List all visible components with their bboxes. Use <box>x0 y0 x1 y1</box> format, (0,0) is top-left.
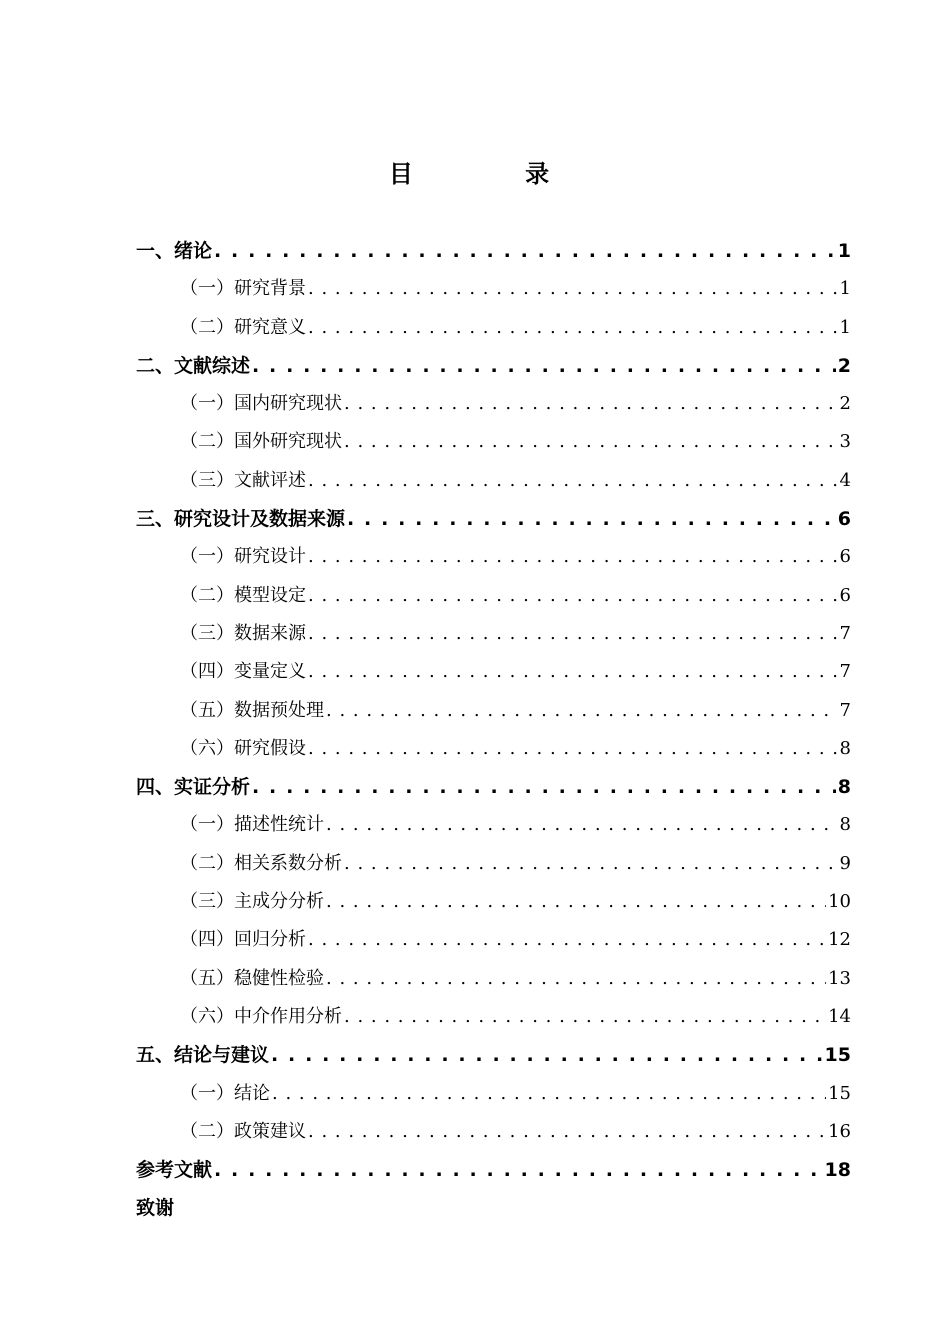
toc-entry-label: （四）变量定义 <box>180 661 306 683</box>
toc-page-number: 8 <box>839 737 851 759</box>
toc-page-number: 14 <box>828 1005 851 1027</box>
toc-list <box>136 232 851 1228</box>
toc-entry-label: （一）国内研究现状 <box>180 393 342 415</box>
toc-entry-label: （一）描述性统计 <box>180 814 324 836</box>
toc-section-entry[interactable] <box>136 998 851 1036</box>
toc-entry-label: （一）研究设计 <box>180 546 306 568</box>
toc-chapter-entry[interactable] <box>136 500 851 538</box>
toc-page-number: 15 <box>828 1082 851 1104</box>
toc-entry-label: （二）模型设定 <box>180 584 306 606</box>
toc-dot-leader <box>308 309 838 347</box>
toc-page-number: 1 <box>839 278 851 300</box>
toc-dot-leader <box>344 998 826 1036</box>
toc-section-entry[interactable] <box>136 1075 851 1113</box>
toc-chapter-entry[interactable] <box>136 232 851 270</box>
toc-section-entry[interactable] <box>136 309 851 347</box>
toc-entry-label: （六）研究假设 <box>180 737 306 759</box>
toc-dot-leader <box>308 730 838 768</box>
toc-entry-label: （三）数据来源 <box>180 622 306 644</box>
toc-entry-label: 参考文献 <box>136 1159 213 1182</box>
toc-section-entry[interactable] <box>136 921 851 959</box>
toc-section-entry[interactable] <box>136 653 851 691</box>
toc-dot-leader <box>214 232 836 270</box>
toc-dot-leader <box>308 653 838 691</box>
toc-chapter-entry[interactable] <box>136 768 851 806</box>
toc-entry-label: （六）中介作用分析 <box>180 1005 342 1027</box>
toc-title: 目 录 <box>388 160 602 188</box>
toc-dot-leader <box>347 500 836 538</box>
toc-dot-leader <box>308 615 838 653</box>
toc-entry-label: 四、实证分析 <box>136 776 251 799</box>
toc-dot-leader <box>326 806 838 844</box>
toc-chapter-entry[interactable] <box>136 1036 851 1074</box>
toc-entry-label: （三）主成分分析 <box>180 891 324 913</box>
toc-page-number: 12 <box>828 929 851 951</box>
toc-dot-leader <box>344 423 838 461</box>
toc-dot-leader <box>271 1036 823 1074</box>
toc-section-entry[interactable] <box>136 730 851 768</box>
toc-dot-leader <box>308 921 826 959</box>
toc-entry-label: （二）研究意义 <box>180 316 306 338</box>
toc-section-entry[interactable] <box>136 538 851 576</box>
toc-dot-leader <box>272 1075 826 1113</box>
toc-page-number: 6 <box>839 546 851 568</box>
toc-page-number: 18 <box>824 1159 851 1182</box>
toc-dot-leader <box>326 960 826 998</box>
toc-page-number: 2 <box>837 354 851 377</box>
toc-dot-leader <box>308 462 838 500</box>
toc-section-entry[interactable] <box>136 883 851 921</box>
toc-dot-leader <box>214 1151 823 1189</box>
toc-entry-label: （一）结论 <box>180 1082 270 1104</box>
toc-dot-leader <box>344 385 838 423</box>
toc-page-number: 4 <box>839 469 851 491</box>
toc-dot-leader <box>326 692 838 730</box>
toc-entry-label: 五、结论与建议 <box>136 1044 270 1067</box>
toc-entry-label: （二）国外研究现状 <box>180 431 342 453</box>
toc-chapter-entry[interactable] <box>136 347 851 385</box>
toc-page-number: 10 <box>828 891 851 913</box>
toc-page-number: 1 <box>839 316 851 338</box>
toc-chapter-entry[interactable] <box>136 1151 851 1189</box>
toc-dot-leader <box>308 1113 826 1151</box>
toc-chapter-entry[interactable] <box>136 1189 851 1227</box>
toc-page-number: 16 <box>828 1120 851 1142</box>
toc-section-entry[interactable] <box>136 845 851 883</box>
toc-section-entry[interactable] <box>136 270 851 308</box>
toc-page-number: 8 <box>839 814 851 836</box>
toc-section-entry[interactable] <box>136 806 851 844</box>
toc-dot-leader <box>326 883 826 921</box>
toc-page-number: 15 <box>824 1044 851 1067</box>
toc-page-number: 3 <box>839 431 851 453</box>
toc-dot-leader <box>344 845 838 883</box>
toc-entry-label: 三、研究设计及数据来源 <box>136 508 346 531</box>
toc-entry-label: （三）文献评述 <box>180 469 306 491</box>
toc-entry-label: 二、文献综述 <box>136 354 251 377</box>
toc-section-entry[interactable] <box>136 577 851 615</box>
toc-page-number: 9 <box>839 852 851 874</box>
toc-page-number: 6 <box>837 508 851 531</box>
toc-page-number: 13 <box>828 967 851 989</box>
toc-entry-label: （五）稳健性检验 <box>180 967 324 989</box>
toc-section-entry[interactable] <box>136 960 851 998</box>
toc-entry-label: （四）回归分析 <box>180 929 306 951</box>
toc-page-number: 1 <box>837 240 851 262</box>
toc-page-number: 8 <box>837 776 851 799</box>
toc-section-entry[interactable] <box>136 385 851 423</box>
toc-dot-leader <box>252 768 836 806</box>
toc-dot-leader <box>308 270 838 308</box>
toc-section-entry[interactable] <box>136 615 851 653</box>
toc-entry-label: （五）数据预处理 <box>180 699 324 721</box>
toc-entry-label: 一、绪论 <box>136 240 213 262</box>
toc-entry-label: 致谢 <box>136 1197 175 1220</box>
toc-dot-leader <box>308 577 838 615</box>
toc-section-entry[interactable] <box>136 1113 851 1151</box>
toc-page-number: 7 <box>839 622 851 644</box>
toc-entry-label: （一）研究背景 <box>180 278 306 300</box>
toc-section-entry[interactable] <box>136 692 851 730</box>
toc-page-number: 6 <box>839 584 851 606</box>
toc-page-number: 7 <box>839 661 851 683</box>
toc-dot-leader <box>252 347 836 385</box>
toc-section-entry[interactable] <box>136 423 851 461</box>
toc-page-number: 7 <box>839 699 851 721</box>
toc-entry-label: （二）政策建议 <box>180 1120 306 1142</box>
toc-dot-leader <box>308 538 838 576</box>
toc-section-entry[interactable] <box>136 462 851 500</box>
toc-page-number: 2 <box>839 393 851 415</box>
toc-entry-label: （二）相关系数分析 <box>180 852 342 874</box>
